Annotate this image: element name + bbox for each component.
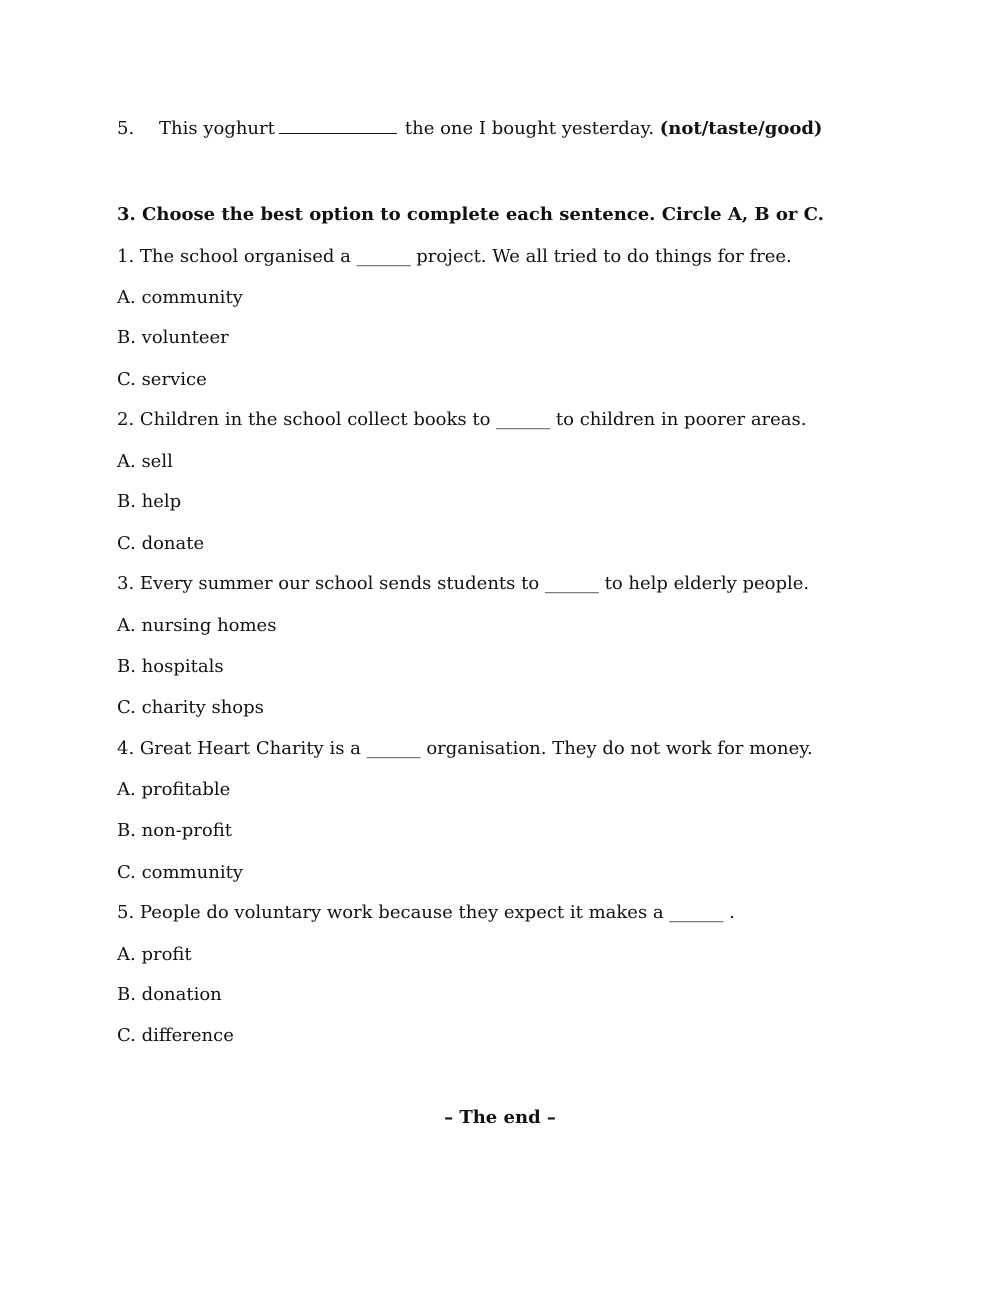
option-5b[interactable]: B. donation bbox=[117, 984, 222, 1005]
answer-blank[interactable] bbox=[279, 119, 397, 134]
question-2: 2. Children in the school collect books to ______ to children in poorer areas. bbox=[117, 409, 807, 430]
question-5: 5. People do voluntary work because they expect it makes a ______ . bbox=[117, 902, 735, 923]
option-3b[interactable]: B. hospitals bbox=[117, 656, 224, 677]
question-1: 1. The school organised a ______ project. We all tried to do things for free. bbox=[117, 246, 792, 267]
option-4b[interactable]: B. non-profit bbox=[117, 820, 232, 841]
option-4a[interactable]: A. profitable bbox=[117, 779, 231, 800]
option-2a[interactable]: A. sell bbox=[117, 451, 173, 472]
section3-heading: 3. Choose the best option to complete each sentence. Circle A, B or C. bbox=[117, 204, 824, 225]
item-number: 5. bbox=[117, 118, 135, 139]
option-1b[interactable]: B. volunteer bbox=[117, 327, 229, 348]
question-3: 3. Every summer our school sends students to ______ to help elderly people. bbox=[117, 573, 810, 594]
option-1c[interactable]: C. service bbox=[117, 369, 207, 390]
option-5a[interactable]: A. profit bbox=[117, 944, 192, 965]
option-5c[interactable]: C. difference bbox=[117, 1025, 234, 1046]
exercise2-item5 bbox=[117, 117, 822, 141]
sentence-end: the one I bought yesterday. bbox=[404, 118, 655, 139]
option-3c[interactable]: C. charity shops bbox=[117, 697, 264, 718]
option-2c[interactable]: C. donate bbox=[117, 533, 205, 554]
option-4c[interactable]: C. community bbox=[117, 862, 243, 883]
verb-hint: (not/taste/good) bbox=[659, 118, 823, 139]
end-marker: – The end – bbox=[444, 1107, 556, 1128]
option-1a[interactable]: A. community bbox=[117, 287, 243, 308]
option-3a[interactable]: A. nursing homes bbox=[117, 615, 277, 636]
option-2b[interactable]: B. help bbox=[117, 491, 182, 512]
question-4: 4. Great Heart Charity is a ______ organisation. They do not work for money. bbox=[117, 738, 813, 759]
sentence-start: This yoghurt bbox=[159, 118, 275, 139]
